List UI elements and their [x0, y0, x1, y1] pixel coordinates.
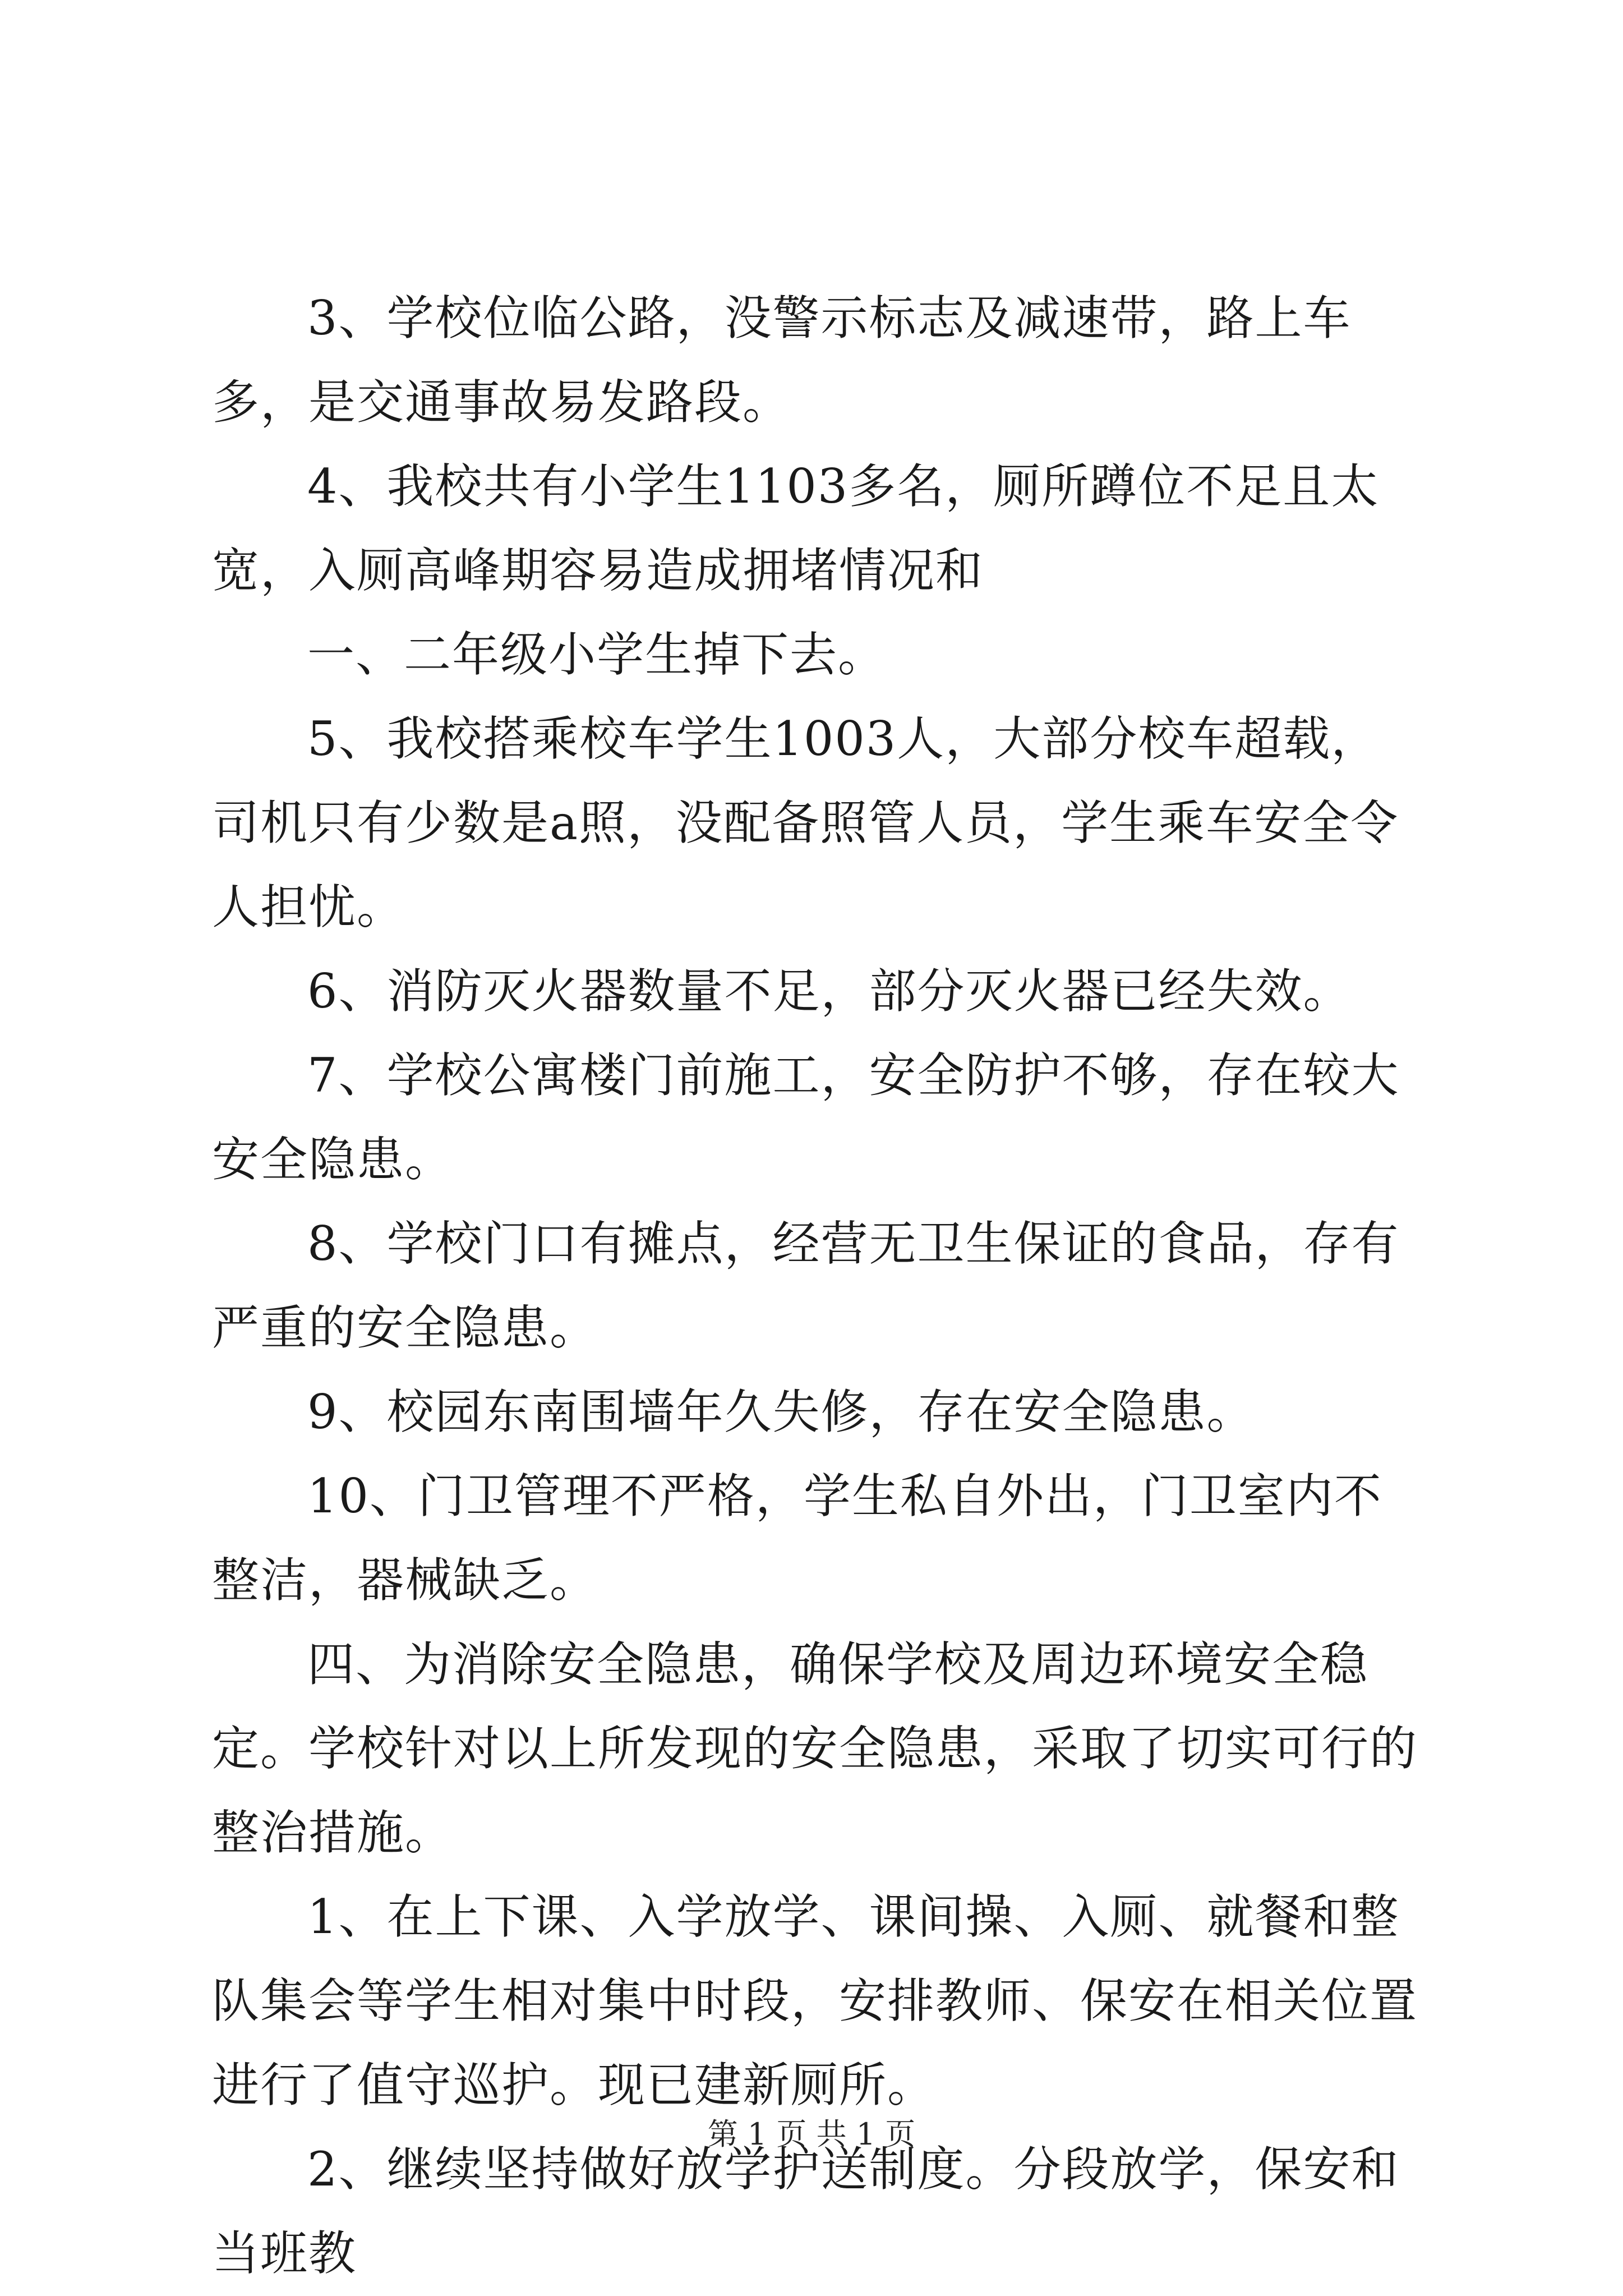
paragraph-item-8: 8、学校门口有摊点，经营无卫生保证的食品，存有严重的安全隐患。	[212, 1216, 1400, 1355]
paragraph-measure-2: 2、继续坚持做好放学护送制度。分段放学，保安和当班教	[212, 2142, 1400, 2281]
paragraph-item-6: 6、消防灭火器数量不足，部分灭火器已经失效。	[307, 964, 1352, 1019]
paragraph-section-four: 四、为消除安全隐患，确保学校及周边环境安全稳定。学校针对以上所发现的安全隐患，采取了切实可行的整治措施。	[212, 1637, 1418, 1860]
paragraph-grade-continuation: 一、二年级小学生掉下去。	[307, 627, 887, 682]
paragraph-item-5: 5、我校搭乘校车学生1003人，大部分校车超载，司机只有少数是a照，没配备照管人员，学生乘车安全令人担忧。	[212, 711, 1399, 935]
paragraph-item-9: 9、校园东南围墙年久失修，存在安全隐患。	[307, 1384, 1255, 1439]
paragraph-item-4: 4、我校共有小学生1103多名，厕所蹲位不足且太宽，入厕高峰期容易造成拥堵情况和	[212, 459, 1380, 598]
document-body	[212, 276, 1423, 2295]
paragraph-measure-1: 1、在上下课、入学放学、课间操、入厕、就餐和整队集会等学生相对集中时段，安排教师、保安在相关位置进行了值守巡护。现已建新厕所。	[212, 1889, 1418, 2113]
paragraph-item-3: 3、学校位临公路，没警示标志及减速带，路上车多，是交通事故易发路段。	[212, 291, 1352, 430]
paragraph-item-7: 7、学校公寓楼门前施工，安全防护不够，存在较大安全隐患。	[212, 1048, 1400, 1187]
paragraph-item-10: 10、门卫管理不严格，学生私自外出，门卫室内不整洁，器械缺乏。	[212, 1469, 1382, 1608]
page-footer: 第 1 页 共 1 页	[707, 2116, 916, 2152]
